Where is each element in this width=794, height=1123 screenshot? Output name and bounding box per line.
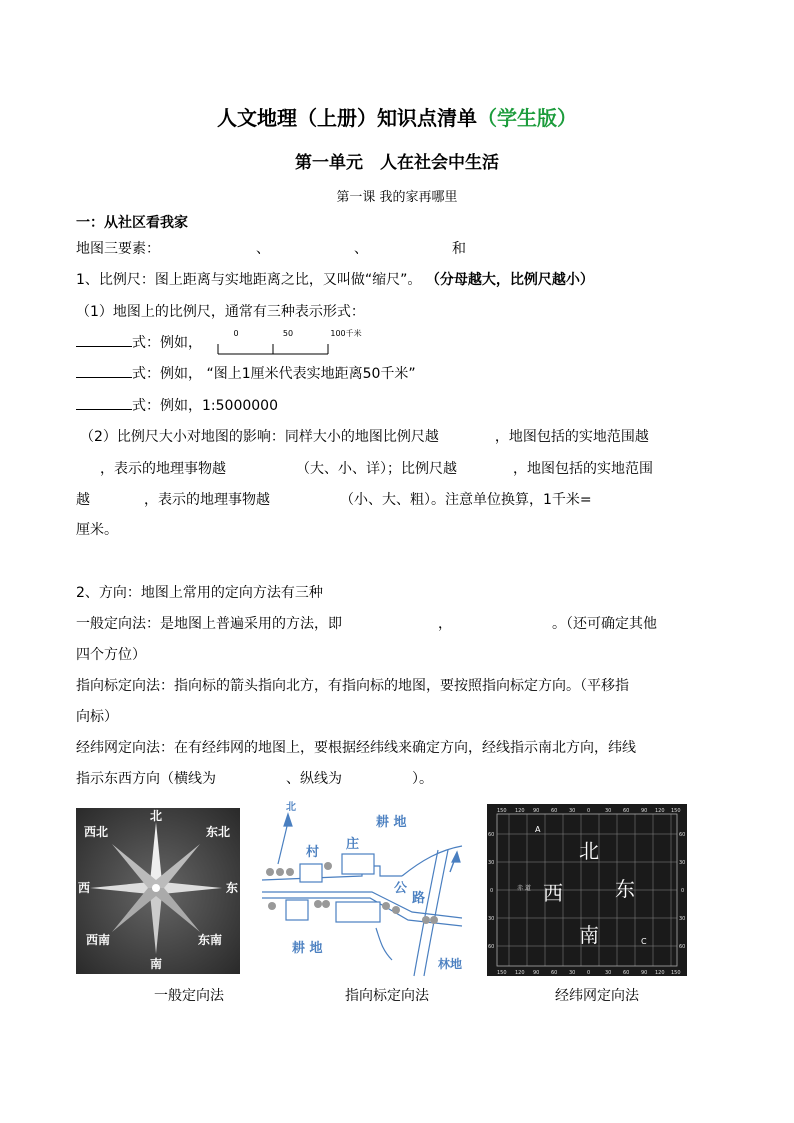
- svg-text:60: 60: [551, 970, 558, 976]
- form-line-3: 式：例如，1:5000000: [76, 395, 278, 415]
- direction-heading: 2、方向：地图上常用的定向方法有三种: [76, 585, 323, 601]
- svg-text:0: 0: [490, 888, 494, 894]
- compass-rose-figure: [76, 808, 240, 974]
- svg-text:西北: 西北: [83, 825, 109, 839]
- svg-text:90: 90: [641, 970, 648, 976]
- svg-text:东南: 东南: [197, 933, 223, 947]
- unit-title: 第一单元 人在社会中生活: [295, 153, 499, 173]
- svg-text:耕 地: 耕 地: [292, 941, 323, 956]
- general-method-line-2: 四个方位）: [76, 647, 146, 663]
- svg-text:120: 120: [515, 808, 525, 814]
- influence-line-4: 厘米。: [76, 522, 118, 538]
- svg-text:150: 150: [497, 970, 507, 976]
- svg-text:50: 50: [282, 329, 294, 338]
- svg-text:60: 60: [488, 832, 495, 838]
- caption-pointer: 指向标定向法: [345, 988, 429, 1004]
- svg-text:南: 南: [149, 957, 163, 971]
- svg-text:庄: 庄: [346, 837, 360, 852]
- page-title: 人文地理（上册）知识点清单（学生版）: [217, 106, 577, 130]
- svg-text:西南: 西南: [85, 933, 111, 947]
- svg-text:30: 30: [569, 970, 576, 976]
- svg-text:150: 150: [671, 808, 681, 814]
- grid-map-figure: [487, 804, 687, 976]
- svg-text:北: 北: [579, 839, 599, 863]
- svg-text:北: 北: [286, 802, 296, 813]
- section-heading: 一：从社区看我家: [76, 215, 188, 231]
- svg-text:0: 0: [681, 888, 685, 894]
- scale-bar: [210, 326, 362, 358]
- svg-text:90: 90: [641, 808, 648, 814]
- svg-text:120: 120: [655, 808, 665, 814]
- svg-text:南: 南: [579, 923, 599, 947]
- svg-text:30: 30: [605, 808, 612, 814]
- lesson-title: 第一课 我的家再哪里: [336, 190, 458, 205]
- svg-text:90: 90: [533, 970, 540, 976]
- influence-line-3: 越 ，表示的地理事物越 （小、大、粗）。注意单位换算，1千米=: [76, 492, 592, 508]
- svg-text:100千米: 100千米: [330, 329, 362, 338]
- pointer-map-figure: [262, 800, 472, 976]
- svg-text:150: 150: [671, 970, 681, 976]
- svg-text:赤 道: 赤 道: [517, 885, 531, 892]
- influence-line-2: ，表示的地理事物越 （大、小、详）；比例尺越 ，地图包括的实地范围: [100, 461, 653, 477]
- svg-text:西: 西: [543, 881, 563, 905]
- svg-text:北: 北: [149, 809, 163, 823]
- svg-text:耕 地: 耕 地: [376, 815, 407, 830]
- svg-text:村: 村: [306, 845, 320, 860]
- svg-text:0: 0: [233, 329, 239, 338]
- svg-text:90: 90: [533, 808, 540, 814]
- svg-text:30: 30: [569, 808, 576, 814]
- form-line-2: 式：例如， “图上1厘米代表实地距离50千米”: [76, 363, 416, 383]
- influence-line-1: （2）比例尺大小对地图的影响：同样大小的地图比例尺越 ，地图包括的实地范围越: [80, 429, 649, 445]
- grid-method-line: 经纬网定向法：在有经纬网的地图上，要根据经纬线来确定方向，经线指示南北方向，纬线: [76, 740, 636, 756]
- svg-text:30: 30: [679, 860, 686, 866]
- svg-text:150: 150: [497, 808, 507, 814]
- svg-text:西: 西: [77, 881, 91, 895]
- svg-text:0: 0: [587, 970, 591, 976]
- svg-text:120: 120: [655, 970, 665, 976]
- north-arrow-icon: [278, 822, 288, 864]
- title-badge: （学生版）: [477, 106, 577, 130]
- svg-text:东: 东: [225, 881, 239, 895]
- caption-general: 一般定向法: [154, 988, 224, 1004]
- svg-text:A: A: [535, 825, 541, 834]
- pointer-method-line: 指向标定向法：指向标的箭头指向北方，有指向标的地图，要按照指向标定方向。（平移指: [76, 678, 629, 694]
- svg-text:公: 公: [394, 881, 408, 896]
- svg-text:30: 30: [488, 916, 495, 922]
- svg-text:东: 东: [615, 877, 635, 901]
- svg-text:30: 30: [605, 970, 612, 976]
- svg-text:60: 60: [679, 832, 686, 838]
- svg-text:30: 30: [679, 916, 686, 922]
- svg-text:60: 60: [623, 970, 630, 976]
- svg-text:林地: 林地: [438, 957, 463, 971]
- svg-text:C: C: [641, 937, 647, 946]
- scale-forms-intro: （1）地图上的比例尺，通常有三种表示形式：: [76, 304, 365, 320]
- svg-text:路: 路: [412, 891, 426, 906]
- general-method-line: 一般定向法：是地图上普遍采用的方法，即 ， 。（还可确定其他: [76, 616, 657, 632]
- scale-definition: 1、比例尺：图上距离与实地距离之比，又叫做“缩尺”。 （分母越大，比例尺越小）: [76, 272, 594, 288]
- form-line-1: 式：例如，: [76, 332, 202, 352]
- caption-grid: 经纬网定向法: [555, 988, 639, 1004]
- svg-text:30: 30: [488, 860, 495, 866]
- grid-method-line-2: 指示东西方向（横线为 、纵线为 ）。: [76, 771, 433, 787]
- svg-text:0: 0: [587, 808, 591, 814]
- pointer-method-line-2: 向标）: [76, 709, 118, 725]
- svg-text:东北: 东北: [205, 825, 231, 839]
- svg-text:120: 120: [515, 970, 525, 976]
- svg-text:60: 60: [623, 808, 630, 814]
- svg-text:60: 60: [679, 944, 686, 950]
- svg-text:60: 60: [551, 808, 558, 814]
- map-elements-line: 地图三要素： 、 、 和: [76, 241, 466, 257]
- svg-text:60: 60: [488, 944, 495, 950]
